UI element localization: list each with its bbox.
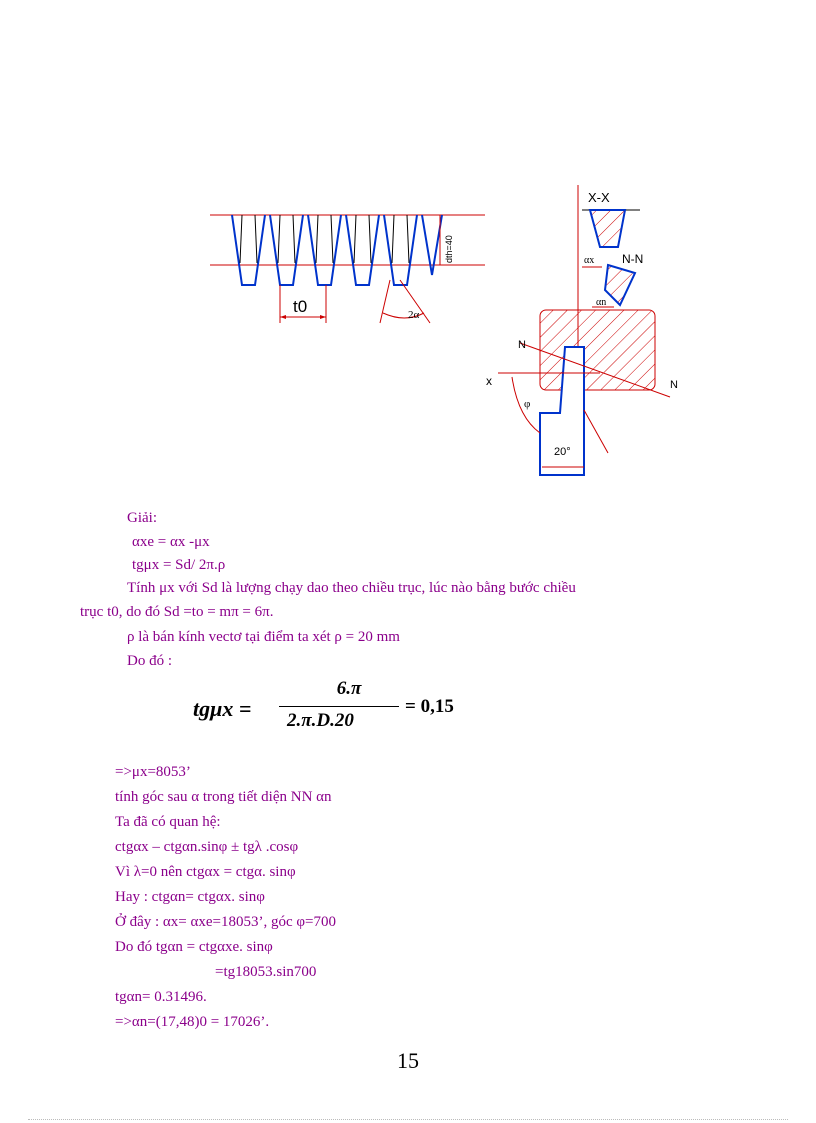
formula-lhs: tgμx =: [193, 696, 252, 721]
derivation-line-1: tính góc sau α trong tiết diện NN αn: [115, 789, 332, 805]
angle-2a-label: 2α: [408, 309, 420, 321]
equation-tg-mu: tgμx = Sd/ 2π.ρ: [132, 557, 226, 573]
paragraph-line-1: Tính μx với Sd là lượng chạy dao theo chiều trục, lúc nào bằng bước chiều: [127, 580, 576, 596]
angle-an-label: αn: [596, 297, 607, 308]
formula-rhs: = 0,15: [405, 696, 454, 717]
equation-alpha-xe: αxe = αx -μx: [132, 534, 210, 550]
derivation-line-9: tgαn= 0.31496.: [115, 989, 207, 1005]
angle-20-label: 20°: [554, 446, 571, 458]
derivation-line-7: Do đó tgαn = ctgαxe. sinφ: [115, 939, 273, 955]
do-do-label: Do đó :: [127, 653, 172, 669]
derivation-line-3: ctgαx – ctgαn.sinφ ± tgλ .cosφ: [115, 839, 299, 855]
t0-label: t0: [293, 297, 308, 316]
paragraph-line-2: trục t0, do đó Sd =to = mπ = 6π.: [80, 604, 274, 620]
thread-profile-figure: [200, 205, 490, 335]
phi-label: φ: [524, 398, 531, 410]
section-nn-label: N-N: [622, 252, 644, 266]
alpha-n-result: =>αn=(17,48)0 = 17026’.: [115, 1014, 270, 1030]
formula-numerator: 6.π: [336, 678, 362, 699]
n-right-label: N: [670, 379, 678, 391]
derivation-line-8: =tg18053.sin700: [215, 964, 317, 980]
x-axis-label: x: [486, 374, 492, 388]
mu-result: =>μx=8053’: [115, 764, 191, 780]
cutter-section-figure: [480, 185, 690, 480]
solution-heading: Giải:: [127, 510, 157, 526]
page-number: 15: [397, 1048, 419, 1073]
section-xx-label: X-X: [588, 190, 610, 205]
paragraph-rho: ρ là bán kính vectơ tại điểm ta xét ρ = 20 mm: [127, 629, 400, 645]
derivation-line-4: Vì λ=0 nên ctgαx = ctgα. sinφ: [115, 864, 296, 880]
diameter-label: dth=40: [444, 235, 454, 263]
formula-denominator: 2.π.D.20: [287, 710, 354, 731]
fraction-bar: [279, 706, 399, 707]
derivation-line-5: Hay : ctgαn= ctgαx. sinφ: [115, 889, 265, 905]
angle-ax-label: αx: [584, 255, 595, 266]
footer-divider: [28, 1119, 788, 1120]
derivation-line-2: Ta đã có quan hệ:: [115, 814, 221, 830]
n-left-label: N: [518, 339, 526, 351]
derivation-line-6: Ở đây : αx= αxe=18053’, góc φ=700: [115, 914, 336, 930]
